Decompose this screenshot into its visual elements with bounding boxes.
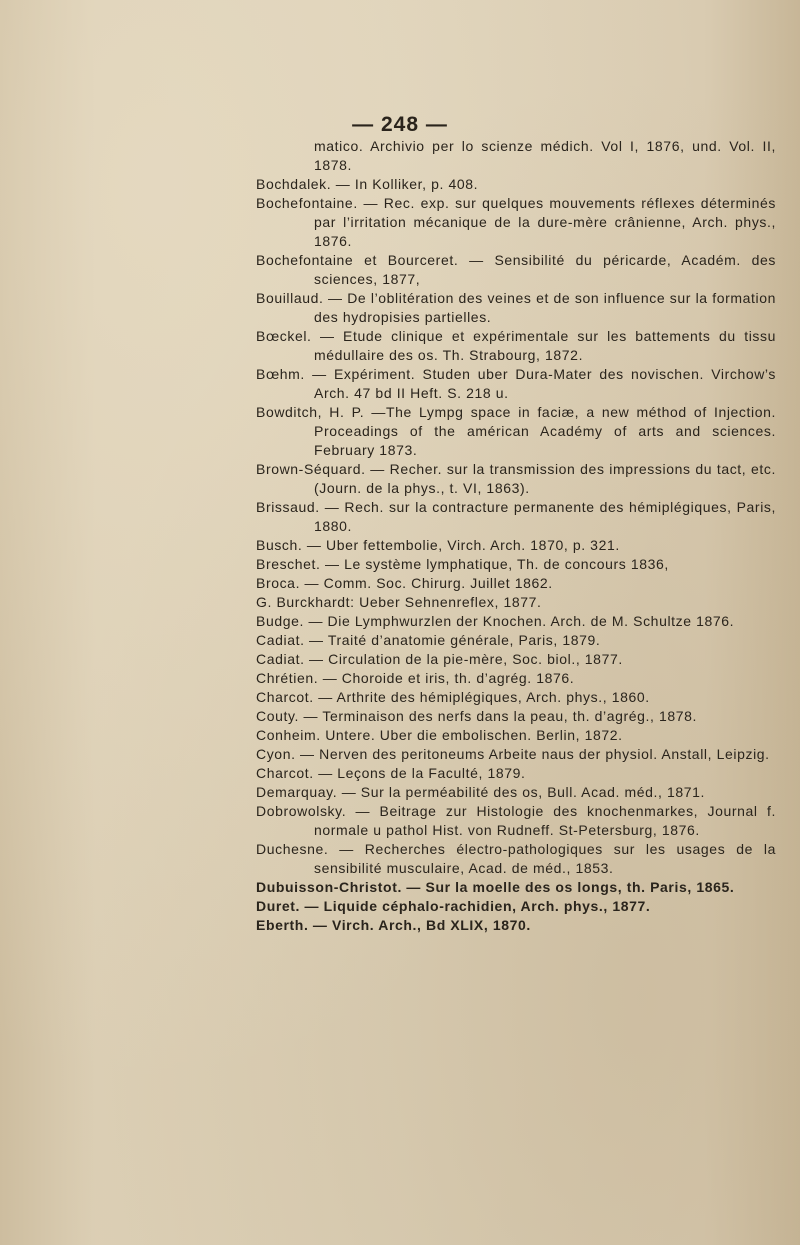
bibliography-entry: Duchesne. — Recherches électro-pathologiques sur les usages de la sensibilité musculaire, Acad. de méd., 1853.: [256, 841, 776, 876]
bibliography-entry: Broca. — Comm. Soc. Chirurg. Juillet 1862.: [256, 575, 553, 591]
bibliography-entry: Bochefontaine. — Rec. exp. sur quelques mouvements réflexes déterminés par l’irritation mécanique de la dure-mère crânienne, Arch. phys., 1876.: [256, 195, 776, 249]
bibliography-list: [256, 137, 776, 935]
bibliography-entry: Cadiat. — Circulation de la pie-mère, Soc. biol., 1877.: [256, 651, 623, 667]
bibliography-entry: Cadiat. — Traité d’anatomie générale, Paris, 1879.: [256, 632, 601, 648]
bibliography-entry: Charcot. — Arthrite des hémiplégiques, Arch. phys., 1860.: [256, 689, 650, 705]
bibliography-entry: Bœckel. — Etude clinique et expérimentale sur les battements du tissu médullaire des os. Th. Strabourg, 1872.: [256, 328, 776, 363]
bibliography-entry: Bochdalek. — In Kolliker, p. 408.: [256, 176, 479, 192]
page-number: — 248 —: [352, 113, 448, 136]
bibliography-entry: Brissaud. — Rech. sur la contracture permanente des hémiplégiques, Paris, 1880.: [256, 499, 776, 534]
bibliography-entry: Eberth. — Virch. Arch., Bd XLIX, 1870.: [256, 917, 531, 933]
bibliography-entry: Bœhm. — Expériment. Studen uber Dura-Mater des novischen. Virchow’s Arch. 47 bd II Heft. S. 218 u.: [256, 366, 776, 401]
bibliography-entry: Brown-Séquard. — Recher. sur la transmission des impressions du tact, etc. (Journ. de la phys., t. VI, 1863).: [256, 461, 776, 496]
bibliography-entry: Couty. — Terminaison des nerfs dans la peau, th. d’agrég., 1878.: [256, 708, 698, 724]
bibliography-entry: Bochefontaine et Bourceret. — Sensibilité du péricarde, Académ. des sciences, 1877,: [256, 252, 776, 287]
bibliography-entry: Conheim. Untere. Uber die embolischen. Berlin, 1872.: [256, 727, 623, 743]
bibliography-entry: Charcot. — Leçons de la Faculté, 1879.: [256, 765, 526, 781]
bibliography-entry: Budge. — Die Lymphwurzlen der Knochen. Arch. de M. Schultze 1876.: [256, 613, 735, 629]
bibliography-entry: Busch. — Uber fettembolie, Virch. Arch. 1870, p. 321.: [256, 537, 620, 553]
bibliography-entry: Dobrowolsky. — Beitrage zur Histologie des knochenmarkes, Journal f. normale u pathol Hist. von Rudneff. St-Petersburg, 1876.: [256, 803, 776, 838]
bibliography-entry: matico. Archivio per lo scienze médich. Vol I, 1876, und. Vol. II, 1878.: [314, 138, 776, 173]
bibliography-entry: G. Burckhardt: Ueber Sehnenreflex, 1877.: [256, 594, 542, 610]
bibliography-entry: Bouillaud. — De l’oblitération des veines et de son influence sur la formation des hydropisies partielles.: [256, 290, 776, 325]
bibliography-entry: Chrétien. — Choroide et iris, th. d’agrég. 1876.: [256, 670, 575, 686]
bibliography-entry: Cyon. — Nerven des peritoneums Arbeite naus der physiol. Anstall, Leipzig.: [256, 746, 770, 762]
bibliography-entry: Bowditch, H. P. —The Lympg space in faciæ, a new méthod of Injection. Proceadings of the américan Académy of arts and sciences. February 1873.: [256, 404, 776, 458]
bibliography-entry: Dubuisson-Christot. — Sur la moelle des os longs, th. Paris, 1865.: [256, 879, 735, 895]
bibliography-entry: Duret. — Liquide céphalo-rachidien, Arch. phys., 1877.: [256, 898, 651, 914]
bibliography-entry: Breschet. — Le système lymphatique, Th. de concours 1836,: [256, 556, 669, 572]
bibliography-entry: Demarquay. — Sur la perméabilité des os, Bull. Acad. méd., 1871.: [256, 784, 706, 800]
